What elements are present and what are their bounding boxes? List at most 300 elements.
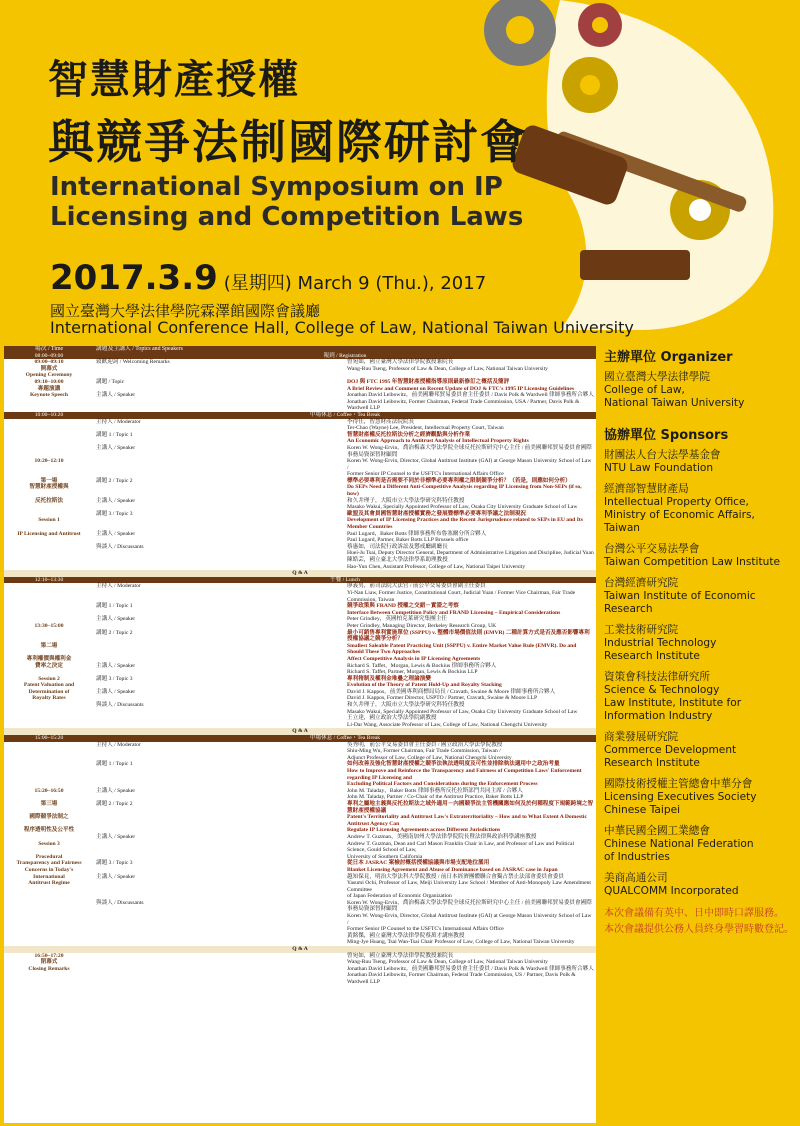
session-cell: [4, 939, 94, 946]
content-cell: David J. Kappos，前美國專利商標局局長 / Cravath, Swaine & Moore 律師事務所合夥人: [347, 688, 556, 695]
schedule-row: [4, 841, 596, 854]
session-cell: [4, 583, 94, 590]
schedule-row: [4, 702, 596, 709]
qa-row: [4, 728, 596, 735]
content-cell: 專利之屬地主義與反托拉斯法之域外適用－內國競爭法主管機關應如何及於何種程度下規範跨境之智慧財產授權協議: [347, 800, 594, 814]
role-cell: [94, 550, 345, 557]
content-cell: Former Senior IP Counsel to the USFTC's International Affairs Office: [347, 926, 504, 933]
session-cell: Patent Valuation and: [23, 682, 75, 689]
role-cell: [94, 959, 345, 966]
role-cell: [94, 748, 345, 755]
organizer-list: [604, 371, 794, 410]
session-cell: [4, 425, 94, 432]
session-cell: 09:10~10:00: [34, 378, 64, 385]
gear-icon: [484, 0, 556, 66]
session-cell: 第二場: [40, 642, 58, 649]
session-cell: 閉幕式: [40, 959, 58, 966]
content-cell: Ming-Jye Huang, Tsai Wan-Tsai Chair Professor of Law, College of Law, National Taiwan University: [347, 939, 575, 946]
session-cell: 專題演講: [37, 385, 61, 392]
event-date-weekday: (星期四) March 9 (Thu.), 2017: [223, 273, 487, 294]
break-label: 中場休息 / Coffee・Tea Break: [94, 412, 596, 419]
content-cell: An Economic Approach to Antitrust Analysis of Intellectual Property Rights: [347, 438, 529, 445]
role-cell: 主持人 / Moderator: [96, 418, 141, 425]
content-cell: of Japan Federation of Economic Organization: [347, 893, 452, 900]
session-cell: 專利權價與權利金: [26, 655, 72, 662]
content-cell: Wang-Ruu Tseng, Professor of Law & Dean, College of Law, National Taiwan University: [347, 959, 548, 966]
event-date-big: 2017.3.9: [50, 258, 218, 298]
schedule-row: [4, 616, 596, 623]
content-cell: 專利箝制及權利金堆疊之理論演變: [347, 675, 431, 682]
session-cell: [4, 669, 94, 676]
schedule-row: [4, 504, 596, 511]
schedule-row: [4, 392, 596, 399]
break-time: 10:00~10:20: [4, 412, 94, 419]
content-cell: Andrew T. Guzman, Dean and Carl Mason Franklin Chair in Law, and Professor of Law and Political Science, Gould School of Law,: [347, 840, 575, 854]
session-cell: 13:30~15:00: [34, 622, 64, 629]
session-cell: [4, 834, 94, 841]
organizer-heading: 主辦單位 Organizer: [604, 350, 733, 365]
content-cell: Interface Between Competition Policy and FRAND Licensing – Empirical Considerations: [347, 609, 561, 616]
session-cell: [4, 399, 94, 412]
role-cell: 講題 1 / Topic 1: [96, 603, 133, 610]
role-cell: 講題 2 / Topic 2: [96, 629, 133, 636]
content-cell: 曾宛如，國立臺灣大學法律學院教授兼院長: [347, 952, 454, 959]
role-cell: [94, 590, 345, 603]
content-cell: 陳皓芸，國立臺北大學法律學系助理教授: [347, 557, 448, 563]
role-cell: [94, 682, 345, 689]
content-cell: 和久井理子，大阪市立大學法學研究科特任教授: [347, 702, 465, 709]
session-cell: Session 1: [38, 517, 60, 524]
schedule-row: [4, 959, 596, 966]
content-cell: How to Improve and Reinforce the Transparency and Fairness of Competition Laws' Enforcement regarding IP Licensing and: [347, 768, 582, 781]
venue-en: International Conference Hall, College of Law, National Taiwan University: [50, 318, 634, 337]
content-cell: Jonathan David Leibowitz, Former Chairman, Federal Trade Commission, US / Partner, Davis Polk & Wardwell LLP: [347, 972, 576, 985]
content-cell: A Brief Review and Comment on Recent Update of DOJ & FTC's 1995 IP Licensing Guidelines: [347, 385, 575, 392]
content-cell: Andrew T. Guzman，美國南加州大學法律學院院長暨法律與政治科學講座教授: [347, 833, 537, 840]
qa-row: [4, 946, 596, 953]
content-cell: 智慧財產權反托拉斯法分析之經濟觀點與分析作業: [347, 431, 471, 438]
schedule-row: [4, 366, 596, 373]
session-cell: [4, 742, 94, 749]
role-cell: 主講人 / Speaker: [96, 497, 136, 504]
role-cell: 講題 3 / Topic 3: [96, 675, 133, 682]
role-cell: [94, 893, 345, 900]
break-time: 08:00~09:00: [4, 353, 94, 360]
session-cell: [4, 761, 94, 768]
schedule-row: [4, 748, 596, 755]
schedule-row: [4, 834, 596, 841]
schedule-row: [4, 709, 596, 716]
content-cell: [345, 372, 596, 379]
role-cell: [94, 814, 345, 827]
session-cell: 09:00~09:10: [34, 359, 64, 366]
schedule-row: [4, 438, 596, 445]
role-cell: [94, 966, 345, 973]
content-cell: Yasumi Ochi, Professor of Law, Meiji University Law School / Member of Anti-Monopoly Law Amendment Committee: [347, 880, 591, 893]
role-cell: [94, 827, 345, 834]
content-cell: 最小可銷售專利實施單位 (SSPPU) v. 整體市場價值法則 (EMVR) 二種計算方式是否及應否影響專利授權協議之競爭分析？: [347, 629, 590, 643]
content-cell: Peter Grindley，英國柏克萊研究集團主任: [347, 616, 447, 623]
break-row: [4, 353, 596, 360]
schedule-row: [4, 900, 596, 913]
session-cell: [4, 755, 94, 762]
schedule-row: [4, 379, 596, 386]
session-cell: [4, 504, 94, 511]
notes: [604, 906, 794, 938]
schedule-row: [4, 761, 596, 768]
content-cell: Masako Wakui, Specially Appointed Professor of Law, Osaka City University Graduate School of Law: [347, 504, 578, 511]
role-cell: [94, 564, 345, 571]
role-cell: 講題 2 / Topic 2: [96, 800, 133, 807]
role-cell: [94, 372, 345, 379]
schedule-row: [4, 913, 596, 926]
role-cell: 主講人 / Speaker: [96, 873, 136, 880]
role-cell: [94, 913, 345, 926]
content-cell: Huei-Ju Tsai, Deputy Director General, Department of Administrative Litigation and Discipline, Judicial Yuan: [347, 550, 594, 557]
schedule-table: [4, 346, 596, 1123]
content-cell: University of Southern California: [347, 853, 423, 860]
content-cell: 如何改善及強化智慧財產授權之競爭法執法透明度及可性並排除執法適用中之政治考量: [347, 761, 560, 768]
session-cell: [4, 715, 94, 722]
schedule-row: [4, 669, 596, 676]
role-cell: [94, 867, 345, 874]
schedule-row: [4, 511, 596, 518]
sponsor-item: 資策會科技法律研究所 Science & Technology Law Institute, Institute for Information Industry: [604, 671, 742, 722]
session-cell: [4, 537, 94, 544]
session-cell: [4, 471, 94, 478]
schedule-row: [4, 564, 596, 571]
content-cell: Paul Lugard, Partner, Baker Botts LLP Brussels office: [347, 537, 469, 544]
content-cell: John M. Taladay, Partner / Co-Chair of the Antitrust Practice, Baker Botts LLP: [347, 794, 524, 801]
schedule-row: [4, 867, 596, 874]
session-cell: [4, 768, 94, 781]
sponsor-list: [604, 449, 794, 898]
title-zh-line2: 與競爭法制國際研討會: [48, 115, 528, 169]
role-cell: [94, 709, 345, 716]
content-cell: Masako Wakui, Specially Appointed Professor of Law, Osaka City University Graduate School of Law: [347, 708, 578, 715]
session-cell: [4, 610, 94, 617]
role-cell: [94, 841, 345, 854]
role-cell: 講題 3 / Topic 3: [96, 510, 133, 517]
session-cell: [4, 445, 94, 458]
title-zh-line1: 智慧財產授權: [48, 56, 300, 103]
content-cell: John M. Taladay，Baker Botts 律師事務所反托拉斯部門共同主席 / 合夥人: [347, 787, 523, 794]
qa-label: Q & A: [4, 570, 596, 577]
role-cell: 講題 2 / Topic 2: [96, 477, 133, 484]
sponsor-item: 美商高通公司 QUALCOMM Incorporated: [604, 872, 739, 897]
role-cell: [94, 781, 345, 788]
session-cell: Session 2: [38, 675, 60, 682]
schedule-row: [4, 484, 596, 497]
schedule-row: [4, 419, 596, 426]
break-row: [4, 735, 596, 742]
schedule-row: [4, 557, 596, 564]
content-cell: 競爭政策與 FRAND 授權之交錯－實證之考察: [347, 603, 459, 610]
schedule-row: [4, 550, 596, 557]
title-en-line1: International Symposium on IP: [50, 172, 503, 202]
schedule-row: [4, 445, 596, 458]
role-cell: 與談人 / Discussants: [96, 543, 144, 550]
session-cell: [4, 419, 94, 426]
role-cell: 主講人 / Speaker: [96, 833, 136, 840]
role-cell: [94, 669, 345, 676]
session-cell: [4, 544, 94, 551]
sponsor-item: 台灣公平交易法學會 Taiwan Competition Law Institute: [604, 543, 781, 568]
content-cell: Former Senior IP Counsel to the USFTC's International Affairs Office: [347, 471, 504, 478]
role-cell: [94, 722, 345, 729]
role-cell: 主講人 / Speaker: [96, 688, 136, 695]
content-cell: DOJ 與 FTC 1995 年智慧財產授權指導原則最新修訂之概括及簡評: [347, 378, 510, 385]
content-cell: 廖義男，前司法院大法官 / 前公平交易委員會副主任委員: [347, 583, 486, 590]
learning-hours-note: 本次會議提供公務人員終身學習時數登記。: [604, 924, 794, 935]
schedule-row: [4, 590, 596, 603]
sponsor-item: 經濟部智慧財產局 Intellectual Property Office, Ministry of Economic Affairs, Taiwan: [604, 483, 755, 534]
content-cell: 蔡惠如，司法院行政訴訟及懲戒廳副廳長: [347, 543, 448, 550]
gear-icon: [578, 3, 622, 47]
interpretation-note: 本次會議備有英中、日中即時口譯服務。: [604, 908, 784, 919]
content-cell: Richard S. Taffet，Morgan, Lewis & Bockius 律師事務所合夥人: [347, 662, 497, 669]
role-cell: 主講人 / Speaker: [96, 662, 136, 669]
role-cell: 講題 1 / Topic 1: [96, 431, 133, 438]
schedule-row: [4, 794, 596, 801]
qa-label: Q & A: [4, 728, 596, 735]
session-cell: Transparency and Fairness: [16, 860, 82, 867]
content-cell: Jonathan David Leibowitz, Former Chairman, Federal Trade Commission, USA / Partner, Davis Polk & Wardwell LLP: [347, 398, 580, 412]
schedule-row: [4, 893, 596, 900]
role-cell: [94, 715, 345, 722]
session-cell: [4, 900, 94, 913]
session-cell: [4, 432, 94, 439]
role-cell: 主講人 / Speaker: [96, 787, 136, 794]
content-cell: Yi-Nan Liaw, Former Justice, Constitutional Court, Judicial Yuan / Former Vice Chairman, Fair Trade Commission, Taiwan: [347, 589, 576, 603]
title-en-line2: Licensing and Competition Laws: [50, 202, 524, 232]
schedule-row: [4, 399, 596, 412]
role-cell: [94, 399, 345, 412]
schedule-row: [4, 972, 596, 985]
break-time: 12:10~13:30: [4, 577, 94, 584]
sponsor-item: 中華民國全國工業總會 Chinese National Federation of Industries: [604, 825, 754, 863]
content-cell: Smallest Saleable Patent Practicing Unit (SSPPU) v. Entire Market Value Rule (EMVR). Do and Should These Two Approaches: [347, 642, 577, 656]
role-cell: [94, 504, 345, 511]
session-cell: IP Licensing and Antitrust: [17, 530, 81, 537]
role-cell: 主講人 / Speaker: [96, 530, 136, 537]
session-cell: 程序透明性及公平性: [23, 827, 75, 834]
schedule-row: [4, 458, 596, 471]
session-cell: [4, 438, 94, 445]
schedule-row: [4, 372, 596, 379]
session-cell: [4, 709, 94, 716]
role-cell: [94, 768, 345, 781]
session-cell: 第一場: [40, 477, 58, 484]
role-cell: [94, 484, 345, 497]
content-cell: Wang-Ruu Tseng, Professor of Law & Dean, College of Law, National Taiwan University: [347, 365, 548, 372]
schedule-row: [4, 656, 596, 663]
role-cell: [94, 933, 345, 940]
schedule-row: [4, 689, 596, 696]
role-cell: [94, 926, 345, 933]
role-cell: [94, 471, 345, 478]
role-cell: [94, 656, 345, 663]
content-cell: David J. Kappos, Former Director, USPTO / Partner, Cravath, Swaine & Moore LLP: [347, 695, 538, 702]
schedule-row: [4, 742, 596, 749]
schedule-row: [4, 939, 596, 946]
content-cell: Shiu-Ming Wu, Former Chairman, Fair Trade Commission, Taiwan /: [347, 748, 501, 755]
role-cell: 主持人 / Moderator: [96, 741, 141, 748]
session-cell: [4, 893, 94, 900]
session-cell: [4, 794, 94, 801]
role-cell: 講題 3 / Topic 3: [96, 860, 133, 867]
sponsor-item: 商業發展研究院 Commerce Development Research Institute: [604, 731, 737, 769]
content-cell: Adjunct Professor of Law, College of Law, National Chengchi University: [347, 754, 512, 761]
sponsor-item: 國際技術授權主管總會中華分會 Licensing Executives Society Chinese Taipei: [604, 778, 757, 816]
schedule-row: [4, 537, 596, 544]
session-cell: [4, 630, 94, 643]
schedule-row: [4, 860, 596, 867]
content-cell: Ter-Chao (Wayne) Lee, President, Intellectual Property Court, Taiwan: [347, 425, 504, 432]
content-cell: 吳秀明，前公平交易委員會主任委員 / 國立政治大學法學院教授: [347, 741, 503, 748]
session-cell: 開幕式: [40, 365, 58, 372]
schedule-row: [4, 643, 596, 656]
content-cell: Development of IP Licensing Practices and the Recent Jurisprudence related to SEPs in EU and Its Member Countries: [347, 517, 583, 531]
schedule-row: [4, 676, 596, 683]
schedule-row: [4, 854, 596, 861]
session-cell: [4, 781, 94, 788]
session-cell: [4, 557, 94, 564]
sidebar: [604, 346, 794, 938]
content-cell: Patent's Territoriality and Antitrust Law's Extraterritoriality – How and to What Extent A Domestic Antitrust Agency Can: [347, 814, 587, 827]
schedule-row: [4, 827, 596, 834]
session-cell: [4, 748, 94, 755]
session-cell: [4, 926, 94, 933]
schedule-row: [4, 814, 596, 827]
session-cell: Opening Ceremony: [25, 372, 73, 379]
content-cell: Do SEPs Need a Different Anti-Competitive Analysis regarding IP Licensing from Non-SEPs (if so, how): [347, 484, 582, 498]
role-cell: 主講人 / Speaker: [96, 392, 136, 399]
break-row: [4, 577, 596, 584]
content-cell: Jonathan David Leibowitz，前美國聯邦貿易委員會主任委員 / Davis Polk & Wardwell 律師事務所合夥人: [347, 392, 594, 399]
content-cell: Affect Competitive Analysis in IP Licensing Agreements: [347, 655, 481, 662]
role-cell: 主講人 / Speaker: [96, 444, 136, 451]
session-cell: [4, 590, 94, 603]
schedule-row: [4, 630, 596, 643]
schedule-row: [4, 781, 596, 788]
break-label: 午餐 / Lunch: [94, 577, 596, 584]
content-cell: 歐盟及其會員國智慧財產授權實務之發展暨標準必要專利爭議之法制現況: [347, 510, 527, 517]
role-cell: 與談人 / Discussants: [96, 899, 144, 906]
role-cell: [94, 643, 345, 656]
session-cell: Antitrust Regime: [28, 880, 70, 887]
session-cell: [4, 564, 94, 571]
role-cell: [94, 517, 345, 530]
schedule-row: [4, 682, 596, 689]
schedule-row: [4, 695, 596, 702]
event-date: [50, 258, 486, 298]
content-cell: Koren W. Wong-Ervin，喬治梅森大學法學院全球反托拉斯研究中心主任 / 前美國聯邦貿易委員會國際事務局資深智財顧問: [347, 444, 592, 458]
role-cell: 講題 1 / Topic 1: [96, 761, 133, 768]
content-cell: Koren W. Wong-Ervin, Director, Global Antitrust Institute (GAI) at George Mason University School of Law /: [347, 458, 592, 471]
break-label: 報到 / Registration: [94, 353, 596, 360]
content-cell: 王立達，國立政治大學法學院副教授: [347, 715, 437, 722]
session-cell: Royalty Rates: [32, 695, 66, 702]
session-cell: [4, 722, 94, 729]
role-cell: [94, 458, 345, 471]
session-cell: [4, 913, 94, 926]
content-cell: Evolution of the Theory of Patent Hold-Up and Royalty Stacking: [347, 682, 502, 689]
role-cell: 主持人 / Moderator: [96, 583, 141, 590]
content-cell: Hao-Yun Chen, Assistant Professor, College of Law, National Taipei University: [347, 563, 526, 570]
session-cell: 國際競爭法制之: [29, 814, 69, 821]
break-row: [4, 412, 596, 419]
session-cell: Keynote Speech: [29, 392, 69, 399]
content-cell: Li-Dar Wang, Associate Professor of Law, College of Law, National Chengchi University: [347, 721, 548, 728]
content-cell: 黃銘傑，國立臺灣大學法律學院蔡萬才講座教授: [347, 932, 465, 939]
session-cell: Concerns in Today's: [24, 866, 74, 873]
content-cell: Peter Grindley, Managing Director, Berkeley Research Group, UK: [347, 622, 497, 629]
schedule-row: [4, 583, 596, 590]
content-cell: Richard S. Taffet, Partner, Morgan, Lewis & Bockius LLP: [347, 669, 478, 676]
schedule-row: [4, 531, 596, 538]
session-cell: 反托拉斯法: [35, 497, 63, 504]
content-cell: Paul Lugard，Baker Botts 律師事務所布魯塞爾分所合夥人: [347, 530, 487, 537]
schedule-row: [4, 722, 596, 729]
session-cell: International: [33, 873, 65, 880]
sponsor-item: 工業技術研究院 Industrial Technology Research Institute: [604, 624, 717, 662]
content-cell: Regulate IP Licensing Agreements across Different Jurisdictions: [347, 827, 501, 834]
schedule-row: [4, 768, 596, 781]
qa-row: [4, 570, 596, 577]
schedule-row: [4, 471, 596, 478]
role-cell: [94, 425, 345, 432]
content-cell: Excluding Political Factors and Considerations during the Enforcement Process: [347, 781, 538, 788]
schedule-row: [4, 359, 596, 366]
gear-icon: [562, 57, 618, 113]
schedule-row: [4, 425, 596, 432]
col-topic-header: 講題及主講人 / Topics and Speakers: [94, 346, 596, 353]
organizer-item: 國立臺灣大學法律學院 College of Law, National Taiwan University: [604, 371, 745, 409]
sponsors-heading: 協辦單位 Sponsors: [604, 428, 729, 443]
sponsor-item: 台灣經濟研究院 Taiwan Institute of Economic Research: [604, 577, 756, 615]
role-cell: [94, 537, 345, 544]
role-cell: [94, 794, 345, 801]
schedule-body: [4, 353, 596, 986]
session-cell: 費率之決定: [35, 662, 63, 669]
role-cell: 致歡迎詞 / Welcoming Remarks: [96, 359, 170, 366]
session-cell: Determination of: [28, 688, 70, 695]
role-cell: [94, 953, 345, 960]
schedule-row: [4, 801, 596, 814]
role-cell: [94, 939, 345, 946]
role-cell: 講題 / Topic: [96, 378, 125, 385]
content-cell: 李得仕，智慧財產法院院長: [347, 418, 415, 425]
schedule-row: [4, 603, 596, 610]
break-time: 15:00~15:20: [4, 735, 94, 742]
session-cell: [4, 972, 94, 985]
role-cell: 主講人 / Speaker: [96, 616, 136, 623]
schedule-header-row: [4, 346, 596, 353]
venue-zh: 國立臺灣大學法律學院霖澤館國際會議廳: [50, 302, 321, 320]
role-cell: [94, 438, 345, 445]
content-cell: Koren W. Wong-Ervin, Director, Global Antitrust Institute (GAI) at George Mason University School of Law /: [347, 913, 592, 926]
session-cell: 第三場: [40, 800, 58, 807]
role-cell: [94, 366, 345, 373]
schedule-row: [4, 880, 596, 893]
role-cell: [94, 972, 345, 985]
role-cell: [94, 557, 345, 564]
content-cell: 和久井理子，大阪市立大學法學研究科特任教授: [347, 497, 465, 504]
session-cell: Closing Remarks: [28, 965, 70, 972]
schedule-row: [4, 926, 596, 933]
session-cell: 16:50~17:20: [34, 952, 64, 959]
